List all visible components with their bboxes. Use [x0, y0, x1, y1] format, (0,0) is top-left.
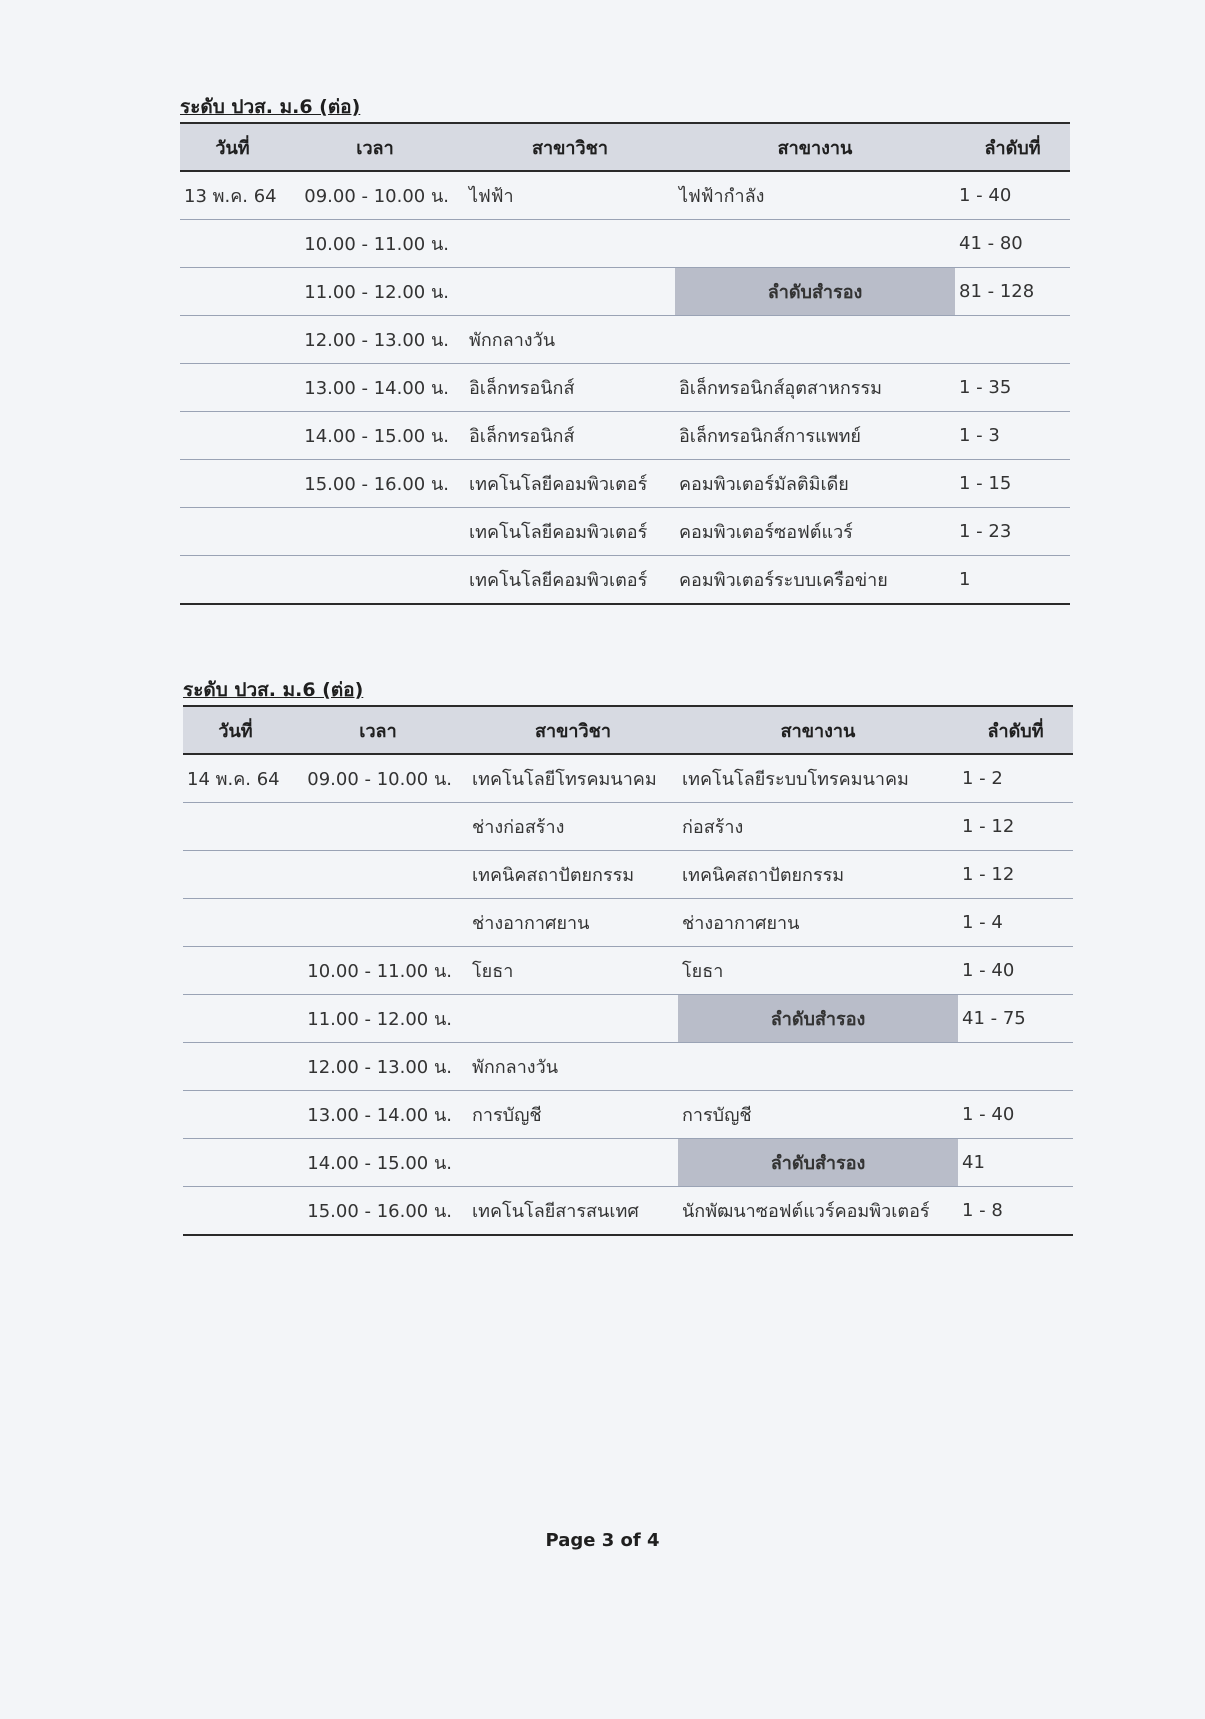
- schedule-table-2: [183, 705, 1073, 1236]
- cell-order: 1 - 8: [958, 1187, 1073, 1236]
- cell-time: [285, 556, 465, 605]
- cell-time: 13.00 - 14.00 น.: [285, 364, 465, 412]
- header-date: วันที่: [180, 123, 285, 171]
- cell-program: ช่างก่อสร้าง: [468, 803, 678, 851]
- table-header-row: [183, 706, 1073, 754]
- cell-time: 09.00 - 10.00 น.: [288, 754, 468, 803]
- cell-order: [955, 316, 1070, 364]
- table-row: [183, 1139, 1073, 1187]
- cell-major: นักพัฒนาซอฟต์แวร์คอมพิวเตอร์: [678, 1187, 958, 1236]
- cell-order: 41: [958, 1139, 1073, 1187]
- cell-time: 12.00 - 13.00 น.: [288, 1043, 468, 1091]
- table-row: [180, 171, 1070, 220]
- cell-date: 14 พ.ค. 64: [183, 754, 288, 803]
- header-time: เวลา: [288, 706, 468, 754]
- cell-major: ลำดับสำรอง: [678, 1139, 958, 1187]
- cell-program: อิเล็กทรอนิกส์: [465, 412, 675, 460]
- cell-date: [180, 316, 285, 364]
- cell-date: [180, 556, 285, 605]
- cell-date: [180, 412, 285, 460]
- cell-order: 1 - 40: [958, 1091, 1073, 1139]
- table-row: [180, 508, 1070, 556]
- cell-date: 13 พ.ค. 64: [180, 171, 285, 220]
- cell-date: [180, 364, 285, 412]
- cell-order: 1 - 12: [958, 803, 1073, 851]
- cell-order: 1 - 2: [958, 754, 1073, 803]
- cell-order: 1 - 15: [955, 460, 1070, 508]
- cell-date: [180, 460, 285, 508]
- cell-order: 1: [955, 556, 1070, 605]
- cell-program: เทคโนโลยีโทรคมนาคม: [468, 754, 678, 803]
- cell-program: [465, 220, 675, 268]
- header-order: ลำดับที่: [958, 706, 1073, 754]
- cell-major: โยธา: [678, 947, 958, 995]
- table-row: [180, 460, 1070, 508]
- cell-program: เทคโนโลยีสารสนเทศ: [468, 1187, 678, 1236]
- table-row: [183, 851, 1073, 899]
- cell-order: 1 - 40: [958, 947, 1073, 995]
- table-row: [183, 1043, 1073, 1091]
- cell-time: 13.00 - 14.00 น.: [288, 1091, 468, 1139]
- header-program: สาขาวิชา: [468, 706, 678, 754]
- table-row: [183, 803, 1073, 851]
- table-row: [180, 556, 1070, 605]
- cell-date: [183, 1139, 288, 1187]
- cell-date: [183, 851, 288, 899]
- cell-program: การบัญชี: [468, 1091, 678, 1139]
- header-major: สาขางาน: [678, 706, 958, 754]
- cell-program: เทคโนโลยีคอมพิวเตอร์: [465, 556, 675, 605]
- cell-date: [180, 268, 285, 316]
- cell-program: พักกลางวัน: [465, 316, 675, 364]
- cell-order: [958, 1043, 1073, 1091]
- cell-major: คอมพิวเตอร์มัลติมิเดีย: [675, 460, 955, 508]
- table-row: [180, 364, 1070, 412]
- cell-time: 15.00 - 16.00 น.: [288, 1187, 468, 1236]
- schedule-section-1: [180, 92, 1070, 605]
- cell-major: [678, 1043, 958, 1091]
- cell-major: ลำดับสำรอง: [678, 995, 958, 1043]
- cell-major: อิเล็กทรอนิกส์อุตสาหกรรม: [675, 364, 955, 412]
- cell-time: [285, 508, 465, 556]
- cell-program: ไฟฟ้า: [465, 171, 675, 220]
- cell-date: [183, 1043, 288, 1091]
- cell-date: [183, 899, 288, 947]
- cell-order: 41 - 80: [955, 220, 1070, 268]
- cell-date: [183, 1091, 288, 1139]
- cell-time: 11.00 - 12.00 น.: [288, 995, 468, 1043]
- header-time: เวลา: [285, 123, 465, 171]
- cell-order: 41 - 75: [958, 995, 1073, 1043]
- section-title: ระดับ ปวส. ม.6 (ต่อ): [183, 679, 364, 701]
- table-body: [183, 754, 1073, 1235]
- table-row: [180, 268, 1070, 316]
- table-row: [183, 899, 1073, 947]
- table-row: [183, 995, 1073, 1043]
- cell-order: 1 - 12: [958, 851, 1073, 899]
- cell-date: [180, 508, 285, 556]
- table-row: [183, 754, 1073, 803]
- section-title: ระดับ ปวส. ม.6 (ต่อ): [180, 96, 361, 118]
- table-row: [183, 1091, 1073, 1139]
- schedule-table-1: [180, 122, 1070, 605]
- cell-major: การบัญชี: [678, 1091, 958, 1139]
- page-number: Page 3 of 4: [545, 1530, 660, 1551]
- cell-major: เทคนิคสถาปัตยกรรม: [678, 851, 958, 899]
- cell-program: [465, 268, 675, 316]
- cell-program: เทคโนโลยีคอมพิวเตอร์: [465, 508, 675, 556]
- cell-program: เทคนิคสถาปัตยกรรม: [468, 851, 678, 899]
- cell-date: [183, 1187, 288, 1236]
- cell-major: คอมพิวเตอร์ระบบเครือข่าย: [675, 556, 955, 605]
- cell-major: คอมพิวเตอร์ซอฟต์แวร์: [675, 508, 955, 556]
- table-row: [180, 220, 1070, 268]
- cell-major: ไฟฟ้ากำลัง: [675, 171, 955, 220]
- cell-time: [288, 803, 468, 851]
- cell-date: [180, 220, 285, 268]
- cell-time: [288, 851, 468, 899]
- table-row: [183, 947, 1073, 995]
- cell-date: [183, 995, 288, 1043]
- cell-time: 10.00 - 11.00 น.: [285, 220, 465, 268]
- cell-date: [183, 803, 288, 851]
- header-order: ลำดับที่: [955, 123, 1070, 171]
- cell-program: ช่างอากาศยาน: [468, 899, 678, 947]
- cell-order: 1 - 35: [955, 364, 1070, 412]
- header-date: วันที่: [183, 706, 288, 754]
- cell-time: 15.00 - 16.00 น.: [285, 460, 465, 508]
- table-header-row: [180, 123, 1070, 171]
- cell-program: อิเล็กทรอนิกส์: [465, 364, 675, 412]
- cell-program: เทคโนโลยีคอมพิวเตอร์: [465, 460, 675, 508]
- schedule-section-2: [183, 675, 1073, 1236]
- table-row: [183, 1187, 1073, 1236]
- cell-time: 12.00 - 13.00 น.: [285, 316, 465, 364]
- cell-time: [288, 899, 468, 947]
- cell-order: 1 - 23: [955, 508, 1070, 556]
- cell-time: 14.00 - 15.00 น.: [288, 1139, 468, 1187]
- cell-program: [468, 1139, 678, 1187]
- cell-time: 10.00 - 11.00 น.: [288, 947, 468, 995]
- cell-order: 1 - 40: [955, 171, 1070, 220]
- cell-major: ลำดับสำรอง: [675, 268, 955, 316]
- table-body: [180, 171, 1070, 604]
- cell-order: 81 - 128: [955, 268, 1070, 316]
- cell-major: [675, 316, 955, 364]
- cell-time: 14.00 - 15.00 น.: [285, 412, 465, 460]
- cell-order: 1 - 4: [958, 899, 1073, 947]
- cell-major: ช่างอากาศยาน: [678, 899, 958, 947]
- header-program: สาขาวิชา: [465, 123, 675, 171]
- cell-time: 09.00 - 10.00 น.: [285, 171, 465, 220]
- cell-major: [675, 220, 955, 268]
- cell-major: อิเล็กทรอนิกส์การแพทย์: [675, 412, 955, 460]
- cell-major: เทคโนโลยีระบบโทรคมนาคม: [678, 754, 958, 803]
- table-row: [180, 412, 1070, 460]
- cell-program: โยธา: [468, 947, 678, 995]
- cell-program: [468, 995, 678, 1043]
- cell-order: 1 - 3: [955, 412, 1070, 460]
- cell-program: พักกลางวัน: [468, 1043, 678, 1091]
- cell-date: [183, 947, 288, 995]
- cell-time: 11.00 - 12.00 น.: [285, 268, 465, 316]
- cell-major: ก่อสร้าง: [678, 803, 958, 851]
- table-row: [180, 316, 1070, 364]
- header-major: สาขางาน: [675, 123, 955, 171]
